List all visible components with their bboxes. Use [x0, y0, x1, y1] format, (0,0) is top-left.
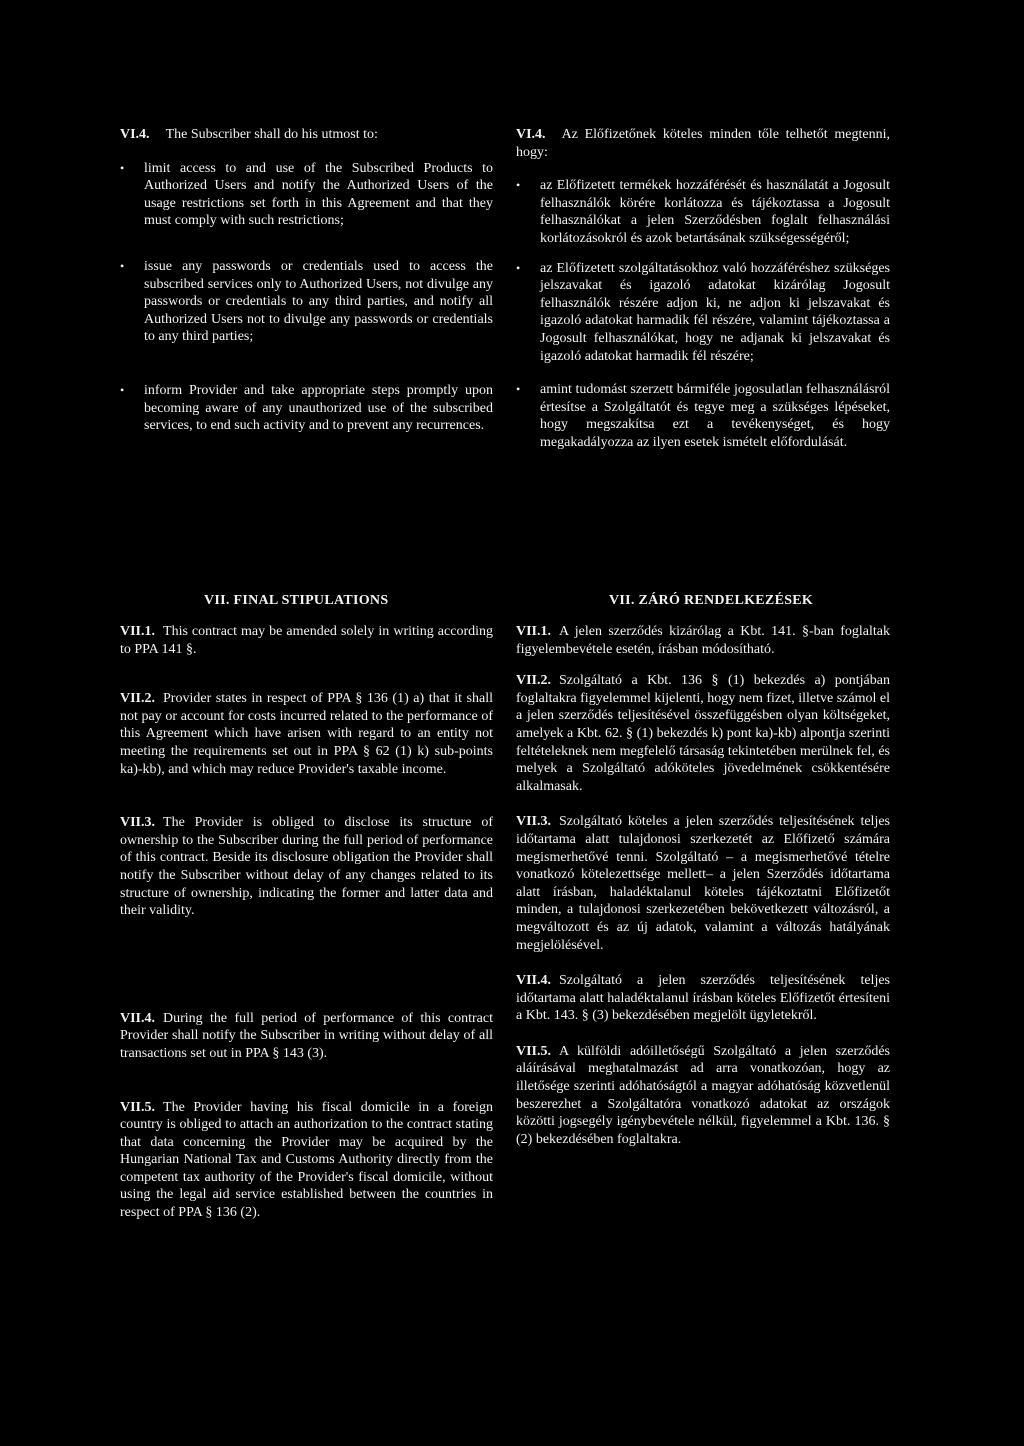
list-item-text: amint tudomást szerzett bármiféle jogosulatlan felhasználásról értesítse a Szolgáltatót és tegye meg a szükséges lépéseket, hogy megszakítsa ezt a tevékenységet, és hogy megakadályozza az ilyen esetek ismételt előfordulását. [540, 382, 890, 450]
clause-number: VII.2. [120, 691, 156, 707]
clause-text: During the full period of performance of this contract Provider shall notify the Subscriber in writing without delay of all transactions set out in PPA § 143 (3). [120, 1010, 493, 1061]
clause-text: Provider states in respect of PPA § 136 (1) a) that it shall not pay or account for costs incurred related to the performance of this Agreement which have arisen with regard to an entity not meeting the requirements set out in PPA § 62 (1) k) sub-points ka)-kb), and which may reduce Provider's taxable income. [120, 691, 493, 777]
clause-vii3-en [120, 814, 493, 920]
list-item [516, 260, 890, 366]
clause-text: Szolgáltató a jelen szerződés teljesítésének teljes időtartama alatt haladéktalanul írásban köteles Előfizetőt értesíteni a Kbt. 143. § (3) bekezdésében megjelölt ügyletekről. [516, 973, 890, 1024]
clause-vii2-hu [516, 672, 890, 795]
clause-text: Szolgáltató köteles a jelen szerződés teljesítésének teljes időtartama alatt tulajdonosi szerkezetét az Előfizető számára megismerhetővé tenni. Szolgáltató – a megismerhetővé tételre vonatkozó kötelezettsége mellett– a jelen Szerződés időtartama alatt írásban, haladéktalanul köteles tájékoztatni Előfizetőt minden, a tulajdonosi szerkezetében bekövetkezett változásról, a megváltozott és az új adatok, valamint a változás hatályának megjelölésével. [516, 814, 890, 953]
bullet-icon: • [120, 160, 125, 175]
clause-text: Szolgáltató a Kbt. 136 § (1) bekezdés a) pontjában foglaltakra figyelemmel kijelenti, hogy nem fizet, illetve számol el a jelen szerződés teljesítésével összefüggésben olyan költségeket, amelyek a Kbt. 62. § (1) bekezdés k) pont ka)-kb) alpontja szerinti feltételeknek nem megfelelő társaság tekintetében merülnek fel, és melyek a Szolgáltató adóköteles jövedelmének csökkentésére alkalmasak. [516, 673, 890, 794]
clause-vii4-en [120, 1010, 493, 1063]
list-item [120, 160, 493, 230]
list-item-text: az Előfizetett termékek hozzáférését és használatát a Jogosult felhasználók körére korlátozza és tájékoztassa a Jogosult felhasználókat a jelen Szerződésben foglalt felhasználási korlátozásokról és azok betartásának szükségességéről; [540, 178, 890, 246]
list-item [120, 258, 493, 346]
section-title-hu: VII. ZÁRÓ RENDELKEZÉSEK [609, 593, 814, 608]
list-item [516, 381, 890, 451]
clause-number: VII.3. [516, 814, 552, 830]
clause-number: VII.4. [120, 1010, 156, 1026]
bullet-icon: • [516, 382, 521, 397]
clause-vi4-hungarian [516, 126, 890, 452]
clause-number: VII.4. [516, 973, 552, 989]
clause-number: VII.5. [516, 1043, 552, 1059]
clause-text: A külföldi adóilletőségű Szolgáltató a jelen szerződés aláírásával meghatalmazást ad arra vonatkozóan, hogy az illetősége szerinti adóhatóságtól a magyar adóhatóság közvetlenül beszerezhet a Szolgáltatóra vonatkozó adatokat az országok közötti jogsegély igénybevétele nélkül, figyelemmel a Kbt. 136. § (2) bekezdésében foglaltakra. [516, 1043, 890, 1147]
clause-text: The Provider having his fiscal domicile in a foreign country is obliged to attach an authorization to the contract stating that data concerning the Provider may be acquired by the Hungarian National Tax and Customs Authority directly from the competent tax authority of the Provider's fiscal domicile, without using the legal aid service established between the countries in respect of PPA § 136 (2). [120, 1099, 493, 1221]
clauses-hungarian [516, 623, 890, 1148]
list-item-text: limit access to and use of the Subscribed Products to Authorized Users and notify the Authorized Users of the usage restrictions set forth in this Agreement and that they must comply with such restrictions; [144, 160, 493, 229]
clause-number: VII.2. [516, 673, 552, 689]
clause-number: VI.4. [120, 127, 150, 142]
clause-vii1-hu [516, 623, 890, 658]
list-item [120, 382, 493, 435]
bullet-icon: • [120, 382, 125, 397]
clause-vii3-hu [516, 813, 890, 954]
clause-intro-text: The Subscriber shall do his utmost to: [165, 127, 378, 142]
clause-vii5-en [120, 1099, 493, 1222]
clause-text: The Provider is obliged to disclose its structure of ownership to the Subscriber during the full period of performance of this contract. Beside its disclosure obligation the Provider shall notify the Subscriber without delay of any changes related to its structure of ownership, indicating the former and latter data and their validity. [120, 815, 493, 919]
clause-number: VII.5. [120, 1099, 156, 1115]
section-title-en: VII. FINAL STIPULATIONS [204, 593, 389, 608]
bullet-icon: • [516, 260, 521, 275]
clause-vii4-hu [516, 972, 890, 1025]
clause-vii2-en [120, 690, 493, 778]
bullet-icon: • [120, 258, 125, 273]
clause-vi4-english [120, 126, 493, 435]
clause-text: This contract may be amended solely in writing according to PPA 141 §. [120, 624, 493, 657]
list-item [516, 177, 890, 247]
clause-vi4-intro-en [120, 126, 493, 144]
bullet-list [120, 160, 493, 435]
clause-text: A jelen szerződés kizárólag a Kbt. 141. §-ban foglaltak figyelembevétele esetén, írásban módosítható. [516, 624, 890, 657]
clause-vii5-hu [516, 1043, 890, 1149]
list-item-text: inform Provider and take appropriate steps promptly upon becoming aware of any unauthorized use of the subscribed services, to end such activity and to prevent any recurrences. [144, 382, 493, 434]
clause-vii1-en [120, 623, 493, 658]
list-item-text: az Előfizetett szolgáltatásokhoz való hozzáféréshez szükséges jelszavakat és igazoló adatokat kizárólag Jogosult felhasználók részére adjon ki, ne adjon ki jelszavakat és igazoló adatokat harmadik fél részére, valamint tájékoztassa a Jogosult felhasználókat, hogy ne adjanak ki jelszavakat és igazoló adatokat harmadik fél részére; [540, 260, 890, 364]
clause-number: VII.1. [120, 624, 156, 639]
clauses-english [120, 623, 493, 1222]
clause-number: VI.4. [516, 127, 546, 142]
clause-intro-text: Az Előfizetőnek köteles minden tőle telhetőt megtenni, hogy: [516, 127, 890, 160]
clause-number: VII.1. [516, 624, 552, 639]
clause-number: VII.3. [120, 815, 156, 831]
bullet-list [516, 177, 890, 451]
clause-vi4-intro-hu [516, 126, 890, 161]
list-item-text: issue any passwords or credentials used to access the subscribed services only to Authorized Users, not divulge any passwords or credentials to any third parties, and notify all Authorized Users not to divulge any passwords or credentials to any third parties; [144, 258, 493, 345]
bullet-icon: • [516, 178, 521, 193]
